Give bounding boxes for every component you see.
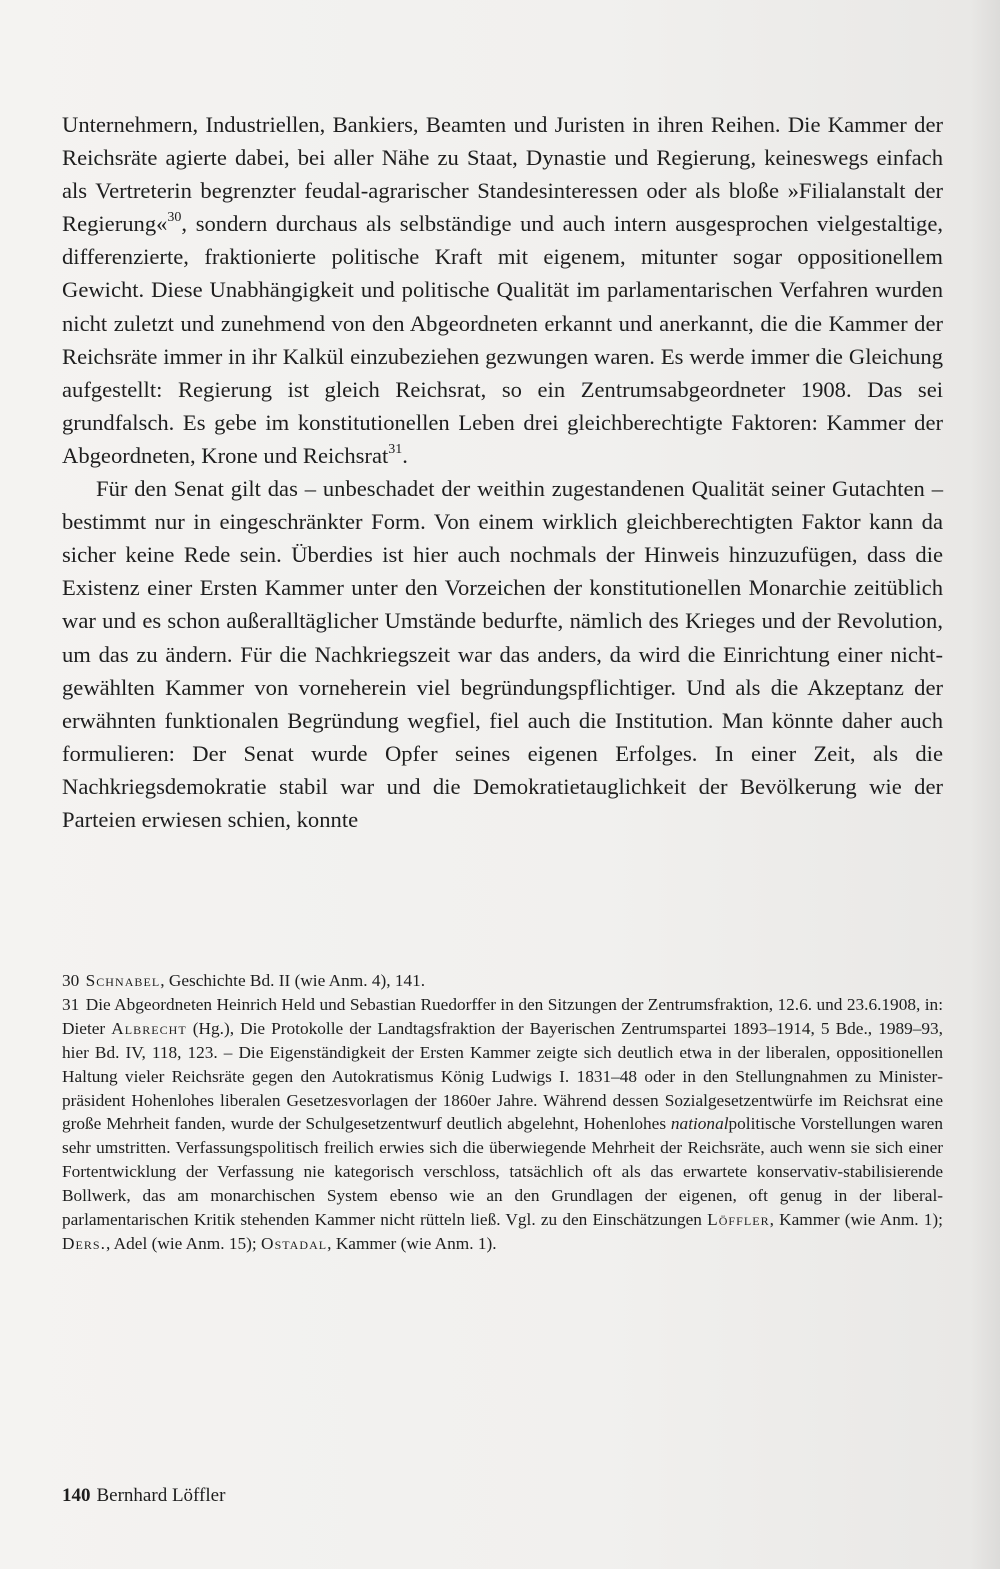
footnote-number: 31 [62,994,80,1014]
footnote-30 [62,969,943,993]
footnote-number: 30 [62,971,80,990]
footnote-text: , Kammer (wie Anm. 1); [769,1210,943,1230]
paragraph-2: Für den Senat gilt das – unbeschadet der weithin zugestandenen Qualität seiner Gutachten – bestimmt nur in eingeschränkter Form. Von einem wirklich gleichberechtigten Faktor kann da sicher keine Rede sein. Überdies ist hier auch nochmals der Hinweis hinzuzufügen, dass die Existenz einer Ersten Kammer unter den Vorzeichen der konstitutionellen Monarchie zeitüblich war und es schon außeralltäglicher Umstände bedurfte, nämlich des Krieges und der Revolution, um das zu ändern. Für die Nachkriegszeit war das anders, da wird die Einrichtung einer nicht-gewählten Kammer von vorneherein viel begründungspflichtiger. Und als die Akzeptanz der erwähnten funktionalen Begründung wegfiel, fiel auch die Institution. Man könnte daher auch formulieren: Der Senat wurde Opfer seines eigenen Erfolges. In einer Zeit, als die Nachkriegsdemokratie stabil war und die Demokratietauglichkeit der Bevölkerung wie der Parteien erwiesen schien, konnte [62,476,943,832]
footnote-text: , Adel (wie Anm. 15); [106,1233,262,1253]
page-number: 140 [62,1485,91,1506]
footnote-text: , Geschichte Bd. II (wie Anm. 4), 141. [160,971,426,990]
footnote-ref-31: 31 [388,442,403,458]
footnote-text: (Hg.), Die Protokolle der Landtagsfraktion der Bayerischen Zentrumspartei 1893–1914, 5 Bde., 1989–93, hier Bd. IV, 118, 123. – Die Eigenständigkeit der Ersten Kammer zeigte sich deutlich etwa in der liberalen, oppositionellen Haltung vieler Reichsräte gegen den Autokratismus König Ludwigs I. 1831–48 oder in den Stellungnahmen zu Ministerpräsident Hohenlohes liberalen Gesetzesvorlagen der 1860er Jahre. Während dessen Sozialgesetzentwürfe im Reichsrat eine große Mehrheit fanden, wurde der Schulgesetzentwurf deutlich abgelehnt, Hohenlohes [62,1018,943,1134]
footnotes [62,969,943,1256]
footnote-author: Schnabel [85,971,161,990]
paragraph-1-part-2: , sondern durchaus als selbständige und auch intern ausgesprochen vielgestaltige, differenzierte, fraktionierte politische Kraft mit eigenem, mitunter sogar oppositionellem Gewicht. Diese Unabhängigkeit und politische Qualität im parlamentarischen Verfahren wurden nicht zuletzt und zunehmend von den Abgeordneten erkannt und anerkannt, die die Kammer der Reichsräte immer in ihr Kalkül einzubeziehen gezwungen waren. Es werde immer die Gleichung aufgestellt: Regierung ist gleich Reichsrat, so ein Zentrumsabgeordneter 1908. Das sei grundfalsch. Es gebe im konstitutionellen Leben drei gleichberechtigte Faktoren: Kammer der Abgeordneten, Krone und Reichsrat [62,211,943,468]
main-text [62,108,943,836]
footnote-text: Die Abgeordneten Heinrich Held und Sebastian Ruedorffer in den Sitzungen der Zentrumsfraktion, 12.6. und 23.6.1908, in: Dieter [62,994,943,1038]
paragraph-1-end: . [402,442,408,468]
footnote-author: Albrecht [111,1018,187,1038]
footnote-text: , Kammer (wie Anm. 1). [327,1233,497,1253]
page-footer [62,1484,225,1508]
paragraph-1-part-1: Unternehmern, Industriellen, Bankiers, Beamten und Juristen in ihren Reihen. Die Kammer der Reichsräte agierte dabei, bei aller Nähe zu Staat, Dynastie und Regierung, keineswegs einfach als Vertreterin begrenzter feudal-agrarischer Standesinteressen oder als bloße »Filialanstalt der Regierung« [62,112,943,237]
footnote-author: Löffler [707,1210,770,1230]
running-author: Bernhard Löffler [96,1485,226,1506]
footnote-text: politische Vorstellungen waren sehr umstritten. Verfassungspolitisch freilich erwies sich die überwiegende Mehrheit der Reichsräte, auch wenn sie sich einer Fortentwicklung der Verfassung nie kategorisch verschloss, tatsächlich oft als das erwartete konservativ-stabilisierende Bollwerk, das am monarchischen System ebenso wie an den Grundlagen der eigenen, oft genug in der liberal-parlamentarischen Kritik stehenden Kammer nicht rütteln ließ. Vgl. zu den Einschätzungen [62,1114,943,1230]
footnote-31 [62,993,943,1256]
footnote-author: Ostadal [261,1233,328,1253]
footnote-author: Ders. [62,1233,106,1253]
footnote-emphasis: national [670,1114,729,1134]
footnote-ref-30: 30 [167,210,182,226]
paragraph-1 [62,108,943,472]
